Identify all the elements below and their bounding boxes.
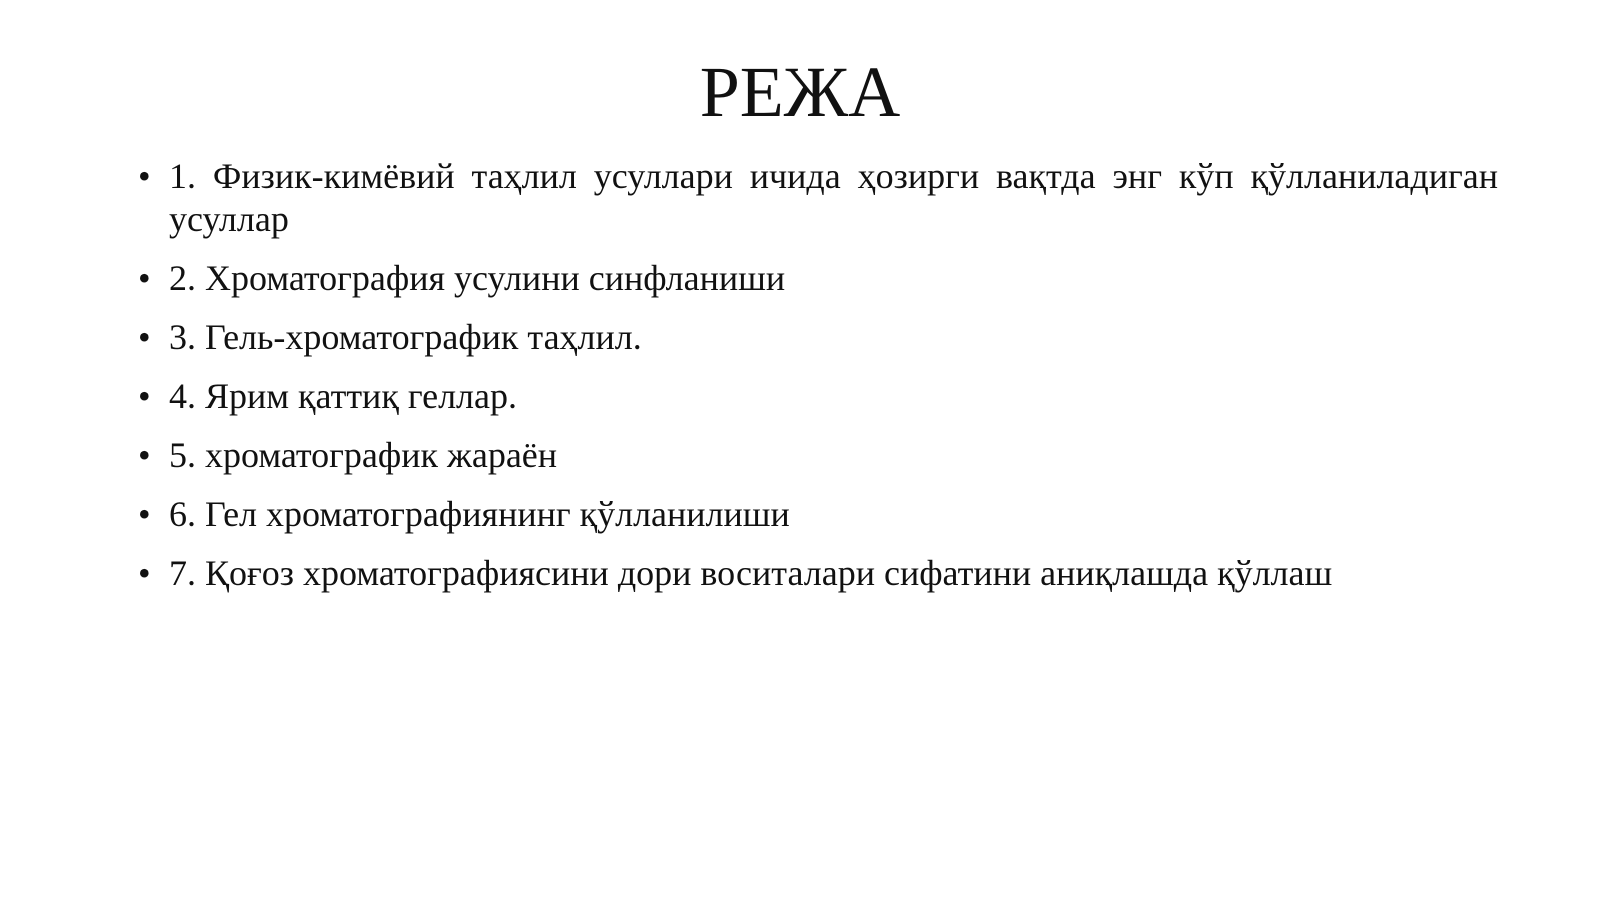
plan-item-text: 3. Гель-хроматографик таҳлил.	[169, 317, 642, 357]
plan-item-6	[138, 493, 1498, 536]
plan-item-text: 2. Хроматография усулини синфланиши	[169, 258, 786, 298]
bullet-icon: •	[138, 317, 151, 357]
bullet-icon: •	[138, 553, 151, 593]
plan-item-7	[138, 552, 1498, 595]
plan-list	[138, 155, 1498, 611]
plan-item-1	[138, 155, 1498, 241]
bullet-icon: •	[138, 258, 151, 298]
plan-item-text: 7. Қоғоз хроматографиясини дори воситалари сифатини аниқлашда қўллаш	[169, 553, 1333, 593]
plan-item-5	[138, 434, 1498, 477]
bullet-icon: •	[138, 376, 151, 416]
bullet-icon: •	[138, 494, 151, 534]
bullet-icon: •	[138, 156, 151, 196]
plan-item-2	[138, 257, 1498, 300]
plan-item-3	[138, 316, 1498, 359]
plan-item-text: 4. Ярим қаттиқ геллар.	[169, 376, 517, 416]
plan-item-text: 6. Гел хроматографиянинг қўлланилиши	[169, 494, 790, 534]
slide-title: РЕЖА	[699, 52, 901, 132]
bullet-icon: •	[138, 435, 151, 475]
plan-item-4	[138, 375, 1498, 418]
plan-item-text: 1. Физик-кимёвий таҳлил усуллари ичида ҳозирги вақтда энг кўп қўлланиладиган усуллар	[169, 156, 1498, 239]
plan-item-text: 5. хроматографик жараён	[169, 435, 558, 475]
